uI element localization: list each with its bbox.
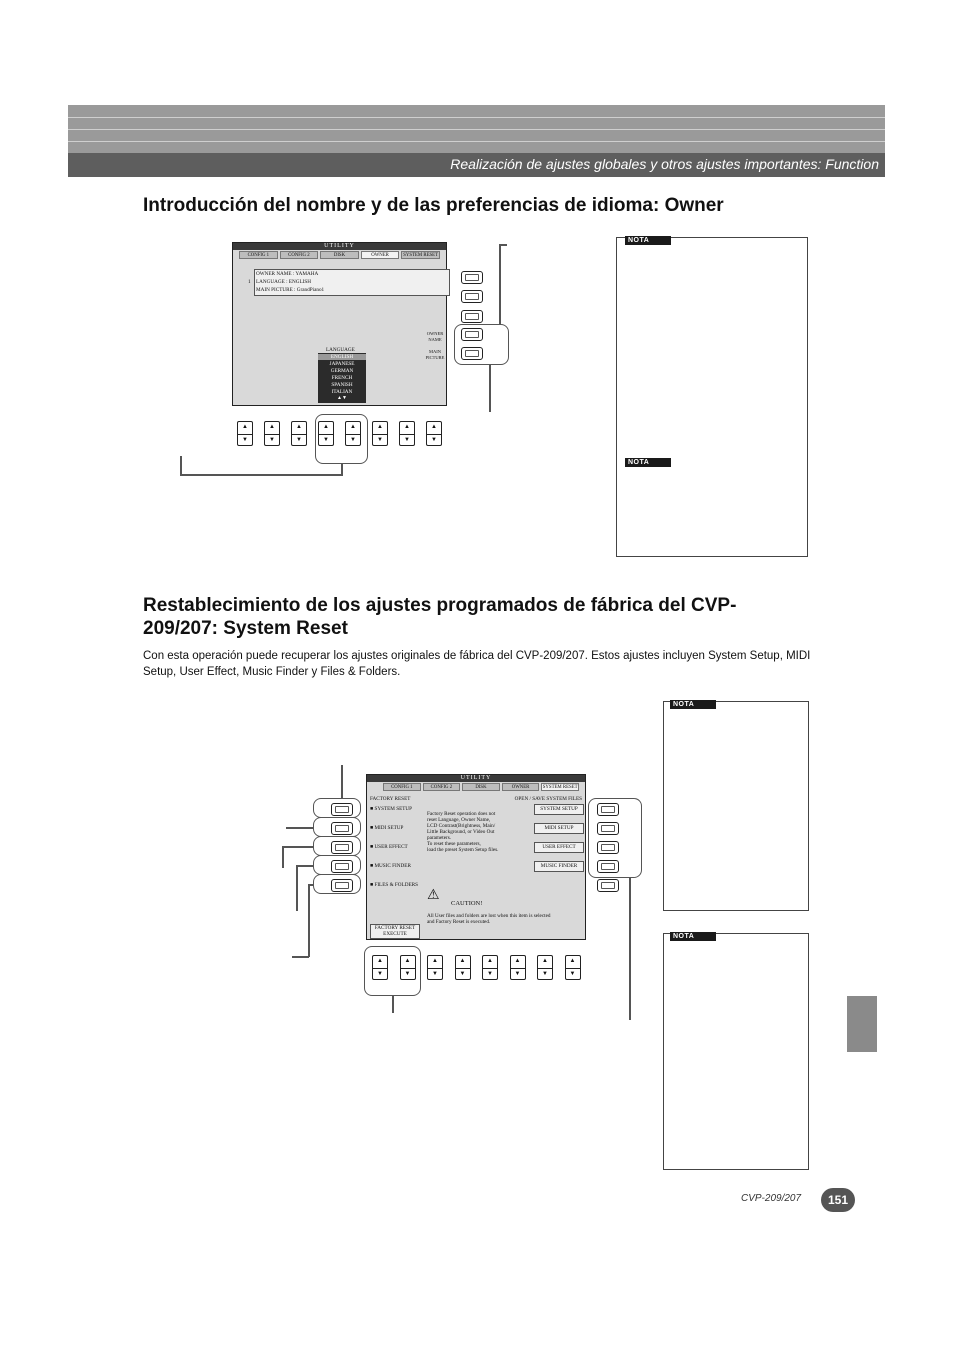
up-arrow-icon[interactable]: ▲ bbox=[456, 956, 470, 969]
down-arrow-icon[interactable]: ▼ bbox=[431, 436, 437, 443]
callout-line bbox=[392, 995, 394, 1013]
side-button-c[interactable] bbox=[461, 310, 483, 323]
up-down-button[interactable] bbox=[427, 955, 443, 980]
highlight-left-button bbox=[313, 836, 361, 856]
up-down-button[interactable] bbox=[565, 955, 581, 980]
nota-badge: NOTA bbox=[625, 458, 671, 467]
callout-line bbox=[499, 244, 501, 325]
down-arrow-icon[interactable]: ▼ bbox=[514, 970, 521, 977]
info-line: Little Background, or Video Out bbox=[427, 829, 495, 835]
up-down-button[interactable] bbox=[426, 421, 442, 446]
language-list[interactable] bbox=[318, 353, 366, 403]
chapter-tab bbox=[847, 996, 877, 1052]
down-arrow-icon[interactable]: ▼ bbox=[569, 970, 576, 977]
info-line: parameters. bbox=[427, 835, 452, 841]
note-box-owner bbox=[616, 237, 808, 557]
down-arrow-icon[interactable]: ▼ bbox=[323, 436, 329, 443]
nota-badge: NOTA bbox=[670, 932, 716, 941]
language-option[interactable]: GERMAN bbox=[330, 368, 354, 374]
tab-system-reset[interactable]: SYSTEM RESET bbox=[542, 785, 578, 790]
up-down-button[interactable] bbox=[510, 955, 526, 980]
down-arrow-icon[interactable]: ▼ bbox=[404, 436, 410, 443]
tab-system-reset[interactable]: SYSTEM RESET bbox=[403, 253, 439, 258]
section-title: Realización de ajustes globales y otros ajustes importantes: Function bbox=[450, 156, 879, 172]
caution-label: CAUTION! bbox=[451, 900, 483, 907]
highlight-owner-buttons bbox=[454, 324, 509, 365]
owner-heading: Introducción del nombre y de las preferencias de idioma: Owner bbox=[143, 195, 724, 216]
factory-reset-execute-button[interactable] bbox=[370, 924, 420, 939]
up-down-button[interactable] bbox=[291, 421, 307, 446]
callout-line bbox=[180, 456, 182, 475]
callout-line bbox=[489, 364, 491, 412]
up-arrow-icon[interactable]: ▲ bbox=[373, 956, 387, 969]
language-option[interactable]: ITALIAN bbox=[331, 389, 353, 395]
up-arrow-icon[interactable]: ▲ bbox=[265, 422, 279, 435]
footer-model: CVP-209/207 bbox=[741, 1193, 802, 1204]
warning-icon: ⚠ bbox=[427, 888, 440, 903]
up-arrow-icon[interactable]: ▲ bbox=[373, 422, 387, 435]
checkbox-label: FILES & FOLDERS bbox=[374, 882, 418, 888]
info-line: LCD Contrast(Brightness, Main/ bbox=[427, 823, 496, 829]
caution-line: All User files and folders are lost when this item is selected bbox=[427, 913, 551, 919]
info-line: To reset these parameters, bbox=[427, 841, 481, 847]
checkbox-label: USER EFFECT bbox=[374, 844, 408, 850]
callout-line bbox=[296, 865, 314, 867]
factory-reset-header: FACTORY RESET bbox=[370, 796, 411, 802]
header-stripe bbox=[68, 117, 885, 118]
screen-tabs bbox=[239, 251, 440, 259]
down-arrow-icon[interactable]: ▼ bbox=[542, 970, 548, 977]
screen-tabs bbox=[383, 783, 579, 791]
callout-line bbox=[296, 865, 298, 911]
language-option[interactable]: JAPANESE bbox=[329, 361, 355, 367]
nota-badge: NOTA bbox=[625, 236, 671, 245]
header-stripe bbox=[68, 141, 885, 142]
up-arrow-icon[interactable]: ▲ bbox=[483, 956, 497, 969]
open-save-header: OPEN / SAVE SYSTEM FILES bbox=[514, 796, 582, 802]
tab-disk[interactable]: DISK bbox=[462, 783, 500, 791]
callout-line bbox=[629, 877, 631, 1020]
checkbox-music-finder[interactable]: ■ MUSIC FINDER bbox=[370, 863, 411, 869]
tab-owner[interactable]: OWNER bbox=[361, 251, 400, 259]
side-button-b[interactable] bbox=[461, 290, 483, 303]
screen-title: UTILITY bbox=[367, 775, 585, 782]
highlight-right-buttons bbox=[588, 798, 642, 878]
callout-line bbox=[292, 956, 309, 958]
music-finder-file-button[interactable] bbox=[534, 861, 584, 872]
up-arrow-icon[interactable]: ▲ bbox=[238, 422, 252, 435]
file-button-label: MUSIC FINDER bbox=[540, 863, 578, 869]
highlight-language-buttons bbox=[315, 414, 368, 464]
down-arrow-icon[interactable]: ▼ bbox=[269, 436, 275, 443]
row-number: 1 bbox=[248, 279, 251, 285]
callout-line bbox=[308, 884, 310, 957]
checkbox-label: SYSTEM SETUP bbox=[374, 806, 413, 812]
file-button-label: MIDI SETUP bbox=[544, 825, 574, 831]
up-down-button[interactable] bbox=[237, 421, 253, 446]
side-button-right-e[interactable] bbox=[597, 879, 619, 892]
tab-config-1[interactable]: CONFIG 1 bbox=[239, 251, 278, 259]
up-arrow-icon[interactable]: ▲ bbox=[427, 422, 441, 435]
highlight-left-button bbox=[313, 817, 361, 837]
page-number: 151 bbox=[821, 1188, 855, 1212]
down-arrow-icon[interactable]: ▼ bbox=[487, 970, 493, 977]
up-arrow-icon[interactable]: ▲ bbox=[566, 956, 580, 969]
up-down-button[interactable] bbox=[372, 421, 388, 446]
callout-line bbox=[499, 244, 507, 246]
callout-line bbox=[286, 827, 314, 829]
header-stripe bbox=[68, 129, 885, 130]
checkbox-label: MIDI SETUP bbox=[374, 825, 404, 831]
down-arrow-icon[interactable]: ▼ bbox=[404, 970, 411, 977]
tab-config-2[interactable]: CONFIG 2 bbox=[280, 251, 319, 259]
system-setup-file-button[interactable] bbox=[534, 804, 584, 815]
reset-screen bbox=[366, 774, 586, 940]
language-option[interactable]: FRENCH bbox=[331, 375, 353, 381]
checkbox-midi-setup[interactable]: ■ MIDI SETUP bbox=[370, 825, 404, 831]
file-button-label: SYSTEM SETUP bbox=[540, 806, 578, 812]
nota-badge: NOTA bbox=[670, 700, 716, 709]
midi-setup-file-button[interactable] bbox=[534, 823, 584, 834]
checkbox-files-folders[interactable]: ■ FILES & FOLDERS bbox=[370, 882, 418, 888]
highlight-left-button bbox=[313, 855, 361, 875]
up-arrow-icon[interactable]: ▲ bbox=[401, 956, 415, 969]
scroll-arrows-icon[interactable]: ▲▼ bbox=[337, 396, 347, 401]
owner-name-label: OWNER NAME bbox=[426, 331, 444, 342]
tab-config-1[interactable]: CONFIG 1 bbox=[383, 783, 421, 791]
tab-owner[interactable]: OWNER bbox=[502, 783, 540, 791]
up-arrow-icon[interactable]: ▲ bbox=[538, 956, 552, 969]
up-arrow-icon[interactable]: ▲ bbox=[346, 422, 360, 435]
reset-heading-line-2: 209/207: System Reset bbox=[143, 618, 348, 639]
reset-body: Con esta operación puede recuperar los ajustes originales de fábrica del CVP-209/207. Estos ajustes incluyen System Setup, MIDI Setup, User Effect, Music Finder y Files & Folders. bbox=[143, 650, 811, 678]
reset-heading-line-1: Restablecimiento de los ajustes programados de fábrica del CVP- bbox=[143, 595, 737, 616]
tab-config-2[interactable]: CONFIG 2 bbox=[423, 783, 461, 791]
down-arrow-icon[interactable]: ▼ bbox=[296, 436, 302, 443]
side-button-a[interactable] bbox=[461, 271, 483, 284]
down-arrow-icon[interactable]: ▼ bbox=[432, 970, 438, 977]
down-arrow-icon[interactable]: ▼ bbox=[377, 970, 383, 977]
owner-name-item[interactable]: OWNER NAME : YAMAHA bbox=[256, 271, 319, 277]
down-arrow-icon[interactable]: ▼ bbox=[377, 436, 383, 443]
up-arrow-icon[interactable]: ▲ bbox=[400, 422, 414, 435]
tab-disk[interactable]: DISK bbox=[320, 251, 359, 259]
owner-screen bbox=[232, 242, 447, 406]
main-picture-item[interactable]: MAIN PICTURE : GrandPiano1 bbox=[256, 287, 325, 293]
note-box-reset-2 bbox=[663, 933, 809, 1170]
highlight-left-button bbox=[313, 874, 361, 894]
language-list-label: LANGUAGE bbox=[326, 347, 355, 353]
up-arrow-icon[interactable]: ▲ bbox=[511, 956, 525, 969]
checkbox-system-setup[interactable]: ■ SYSTEM SETUP bbox=[370, 806, 413, 812]
callout-line bbox=[282, 846, 314, 848]
user-effect-file-button[interactable] bbox=[534, 842, 584, 853]
info-line: load the preset System Setup files. bbox=[427, 847, 499, 853]
callout-line bbox=[282, 846, 284, 868]
up-down-button[interactable] bbox=[482, 955, 498, 980]
down-arrow-icon[interactable]: ▼ bbox=[350, 436, 356, 443]
callout-line bbox=[341, 765, 343, 799]
language-option[interactable]: ENGLISH bbox=[318, 354, 366, 360]
callout-line bbox=[180, 474, 343, 476]
checkbox-label: MUSIC FINDER bbox=[374, 863, 411, 869]
note-box-reset-1 bbox=[663, 701, 809, 911]
caution-line: and Factory Reset is executed. bbox=[427, 919, 491, 925]
highlight-left-button bbox=[313, 798, 361, 818]
main-picture-label: MAIN PICTURE bbox=[425, 349, 445, 360]
up-down-button[interactable] bbox=[537, 955, 553, 980]
up-arrow-icon[interactable]: ▲ bbox=[428, 956, 442, 969]
execute-label: FACTORY RESET bbox=[374, 925, 416, 931]
up-down-button[interactable] bbox=[455, 955, 471, 980]
info-line: Factory Reset operation does not bbox=[427, 811, 496, 817]
down-arrow-icon[interactable]: ▼ bbox=[459, 970, 466, 977]
up-down-button[interactable] bbox=[399, 421, 415, 446]
checkbox-user-effect[interactable]: ■ USER EFFECT bbox=[370, 844, 408, 850]
language-option[interactable]: SPANISH bbox=[331, 382, 353, 388]
language-item[interactable]: LANGUAGE : ENGLISH bbox=[256, 279, 312, 285]
info-line: reset Language, Owner Name, bbox=[427, 817, 491, 823]
up-arrow-icon[interactable]: ▲ bbox=[319, 422, 333, 435]
up-arrow-icon[interactable]: ▲ bbox=[292, 422, 306, 435]
highlight-execute-buttons bbox=[364, 946, 421, 996]
down-arrow-icon[interactable]: ▼ bbox=[242, 436, 248, 443]
file-button-label: USER EFFECT bbox=[542, 844, 576, 850]
up-down-button[interactable] bbox=[264, 421, 280, 446]
execute-label: EXECUTE bbox=[383, 931, 407, 937]
screen-title: UTILITY bbox=[233, 243, 446, 250]
